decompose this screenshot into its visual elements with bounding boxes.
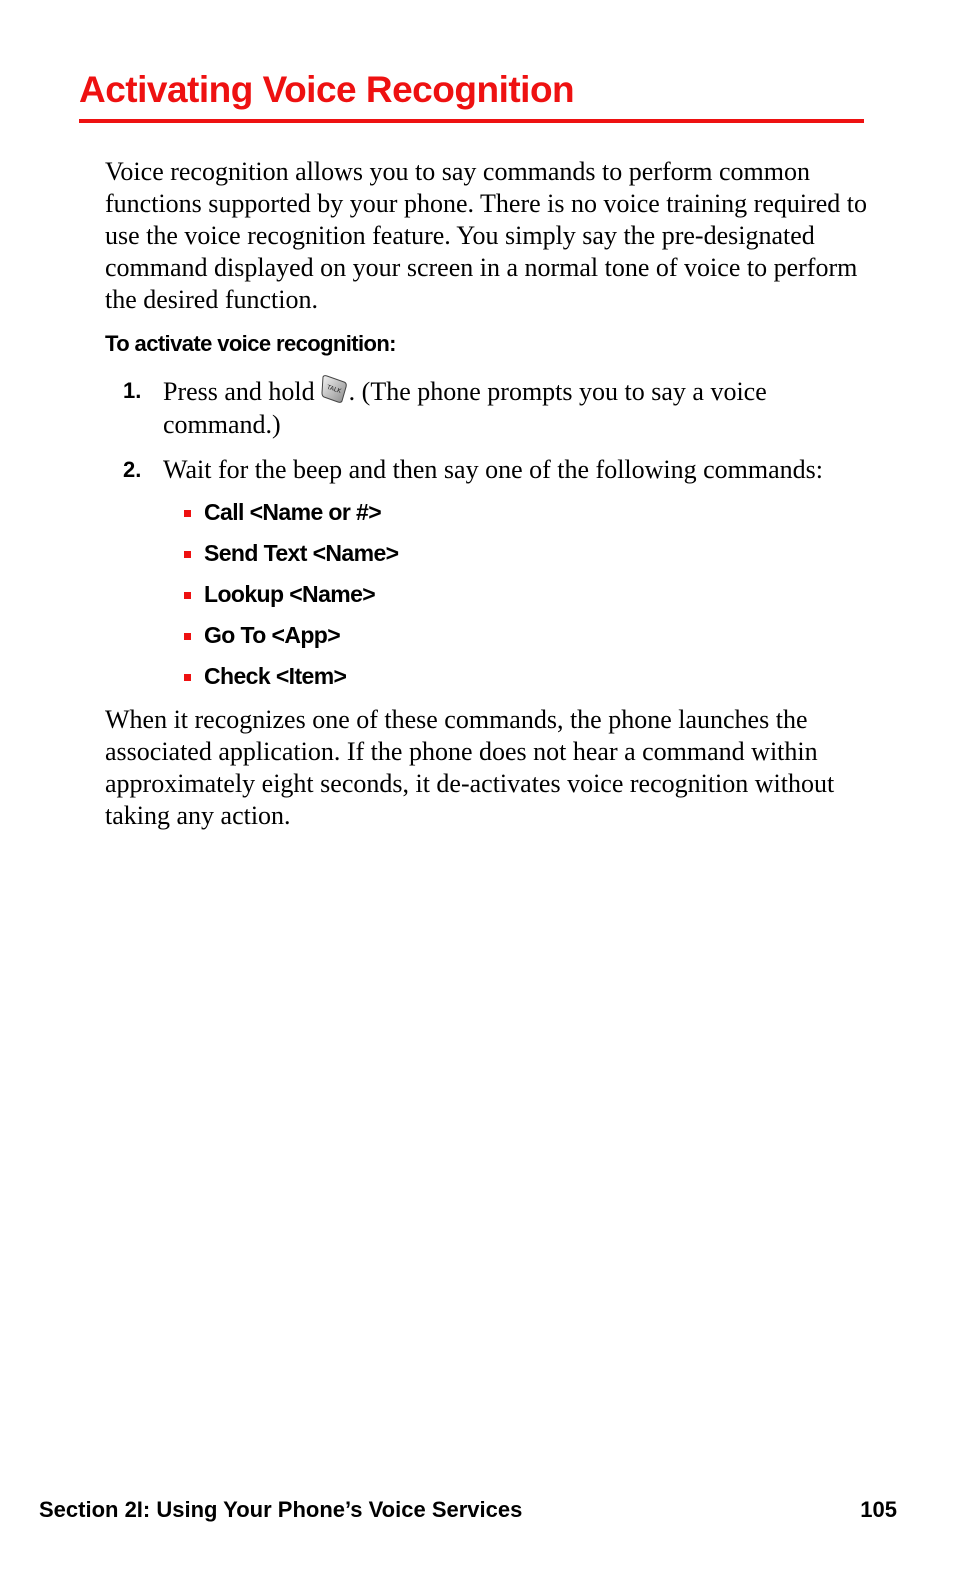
step-text-before-key: Press and hold <box>163 377 315 406</box>
command-label: Send Text <Name> <box>204 540 399 566</box>
step-text <box>163 374 875 441</box>
step-text-after-key: . (The phone prompts you to say a voice command.) <box>163 377 767 439</box>
outro-paragraph: When it recognizes one of these commands, the phone launches the associated application. If the phone does not hear a command within approximately eight seconds, it de-activates voice recognition without taking any action. <box>105 705 835 830</box>
procedure-heading: To activate voice recognition: <box>105 331 396 356</box>
bullet-icon <box>184 633 191 640</box>
bullet-icon <box>184 674 191 681</box>
step-number: 2. <box>123 457 142 482</box>
command-label: Go To <App> <box>204 622 341 648</box>
talk-key-label: TALK <box>325 383 342 396</box>
talk-key-icon <box>320 374 348 404</box>
step-text: Wait for the beep and then say one of the following commands: <box>163 455 824 484</box>
intro-paragraph: Voice recognition allows you to say commands to perform common functions supported by your phone. There is no voice training required to use the voice recognition feature. You simply say the pre-designated command displayed on your screen in a normal tone of voice to perform the desired function. <box>105 157 868 314</box>
title-underline <box>79 119 864 123</box>
bullet-icon <box>184 551 191 558</box>
bullet-icon <box>184 592 191 599</box>
command-label: Check <Item> <box>204 663 347 689</box>
command-label: Lookup <Name> <box>204 581 376 607</box>
footer-section-title: Section 2I: Using Your Phone’s Voice Services <box>39 1497 523 1522</box>
page-title: Activating Voice Recognition <box>79 69 575 110</box>
bullet-icon <box>184 510 191 517</box>
step-number: 1. <box>123 378 142 403</box>
command-label: Call <Name or #> <box>204 499 382 525</box>
page-number: 105 <box>860 1497 897 1522</box>
